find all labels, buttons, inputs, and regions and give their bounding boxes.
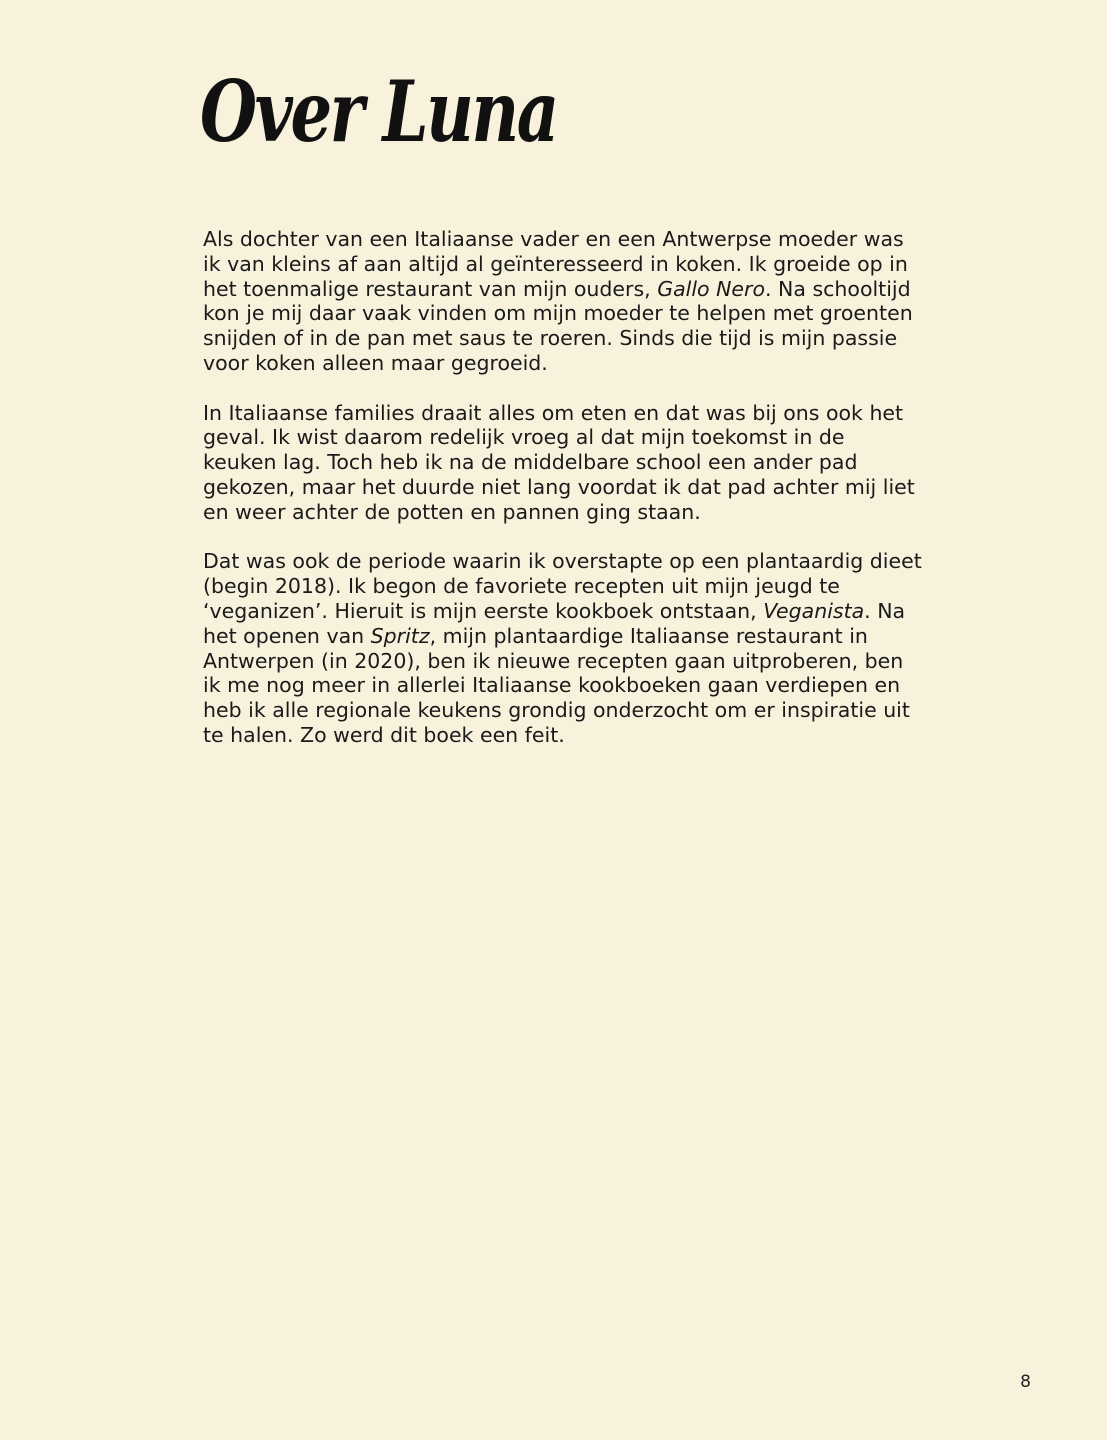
paragraph-2 xyxy=(203,401,923,525)
paragraph-1-text-2: . Na schooltijd kon je mij daar vaak vinden om mijn moeder te helpen met groenten snijden of in de pan met saus te roeren. Sinds die tijd is mijn passie voor koken alleen maar gegroeid. xyxy=(203,276,913,375)
restaurant-name-gallo-nero: Gallo Nero xyxy=(657,276,766,301)
paragraph-3-text-1: Dat was ook de periode waarin ik overstapte op een plantaardig dieet (begin 2018). Ik begon de favoriete recepten uit mijn jeugd te ‘veganizen’. Hieruit is mijn eerste kookboek ontstaan, xyxy=(203,549,922,623)
paragraph-1-text-1: Als dochter van een Italiaanse vader en een Antwerpse moeder was ik van kleins af aan altijd al geïnteresseerd in koken. Ik groeide op in het toenmalige restaurant van mijn ouders, xyxy=(203,227,908,301)
paragraph-3-text-2: . Na het openen van xyxy=(203,598,906,648)
paragraph-3-text-3: , mijn plantaardige Italiaanse restaurant in Antwerpen (in 2020), ben ik nieuwe recepten gaan uitproberen, ben ik me nog meer in allerlei Italiaanse kookboeken gaan verdiepen en heb ik alle regionale keukens grondig onderzocht om er inspiratie uit te halen. Zo werd dit boek een feit. xyxy=(203,623,910,747)
paragraph-3 xyxy=(203,549,923,747)
restaurant-name-spritz: Spritz xyxy=(370,623,430,648)
paragraph-2-text-1: In Italiaanse families draait alles om eten en dat was bij ons ook het geval. Ik wist daarom redelijk vroeg al dat mijn toekomst in de keuken lag. Toch heb ik na de middelbare school een ander pad gekozen, maar het duurde niet lang voordat ik dat pad achter mij liet en weer achter de potten en pannen ging staan. xyxy=(203,400,915,524)
page-title: Over Luna xyxy=(200,62,557,161)
book-title-veganista: Veganista xyxy=(763,598,865,623)
page-number: 8 xyxy=(1020,1372,1031,1392)
body-text xyxy=(203,227,923,773)
paragraph-1 xyxy=(203,227,923,376)
